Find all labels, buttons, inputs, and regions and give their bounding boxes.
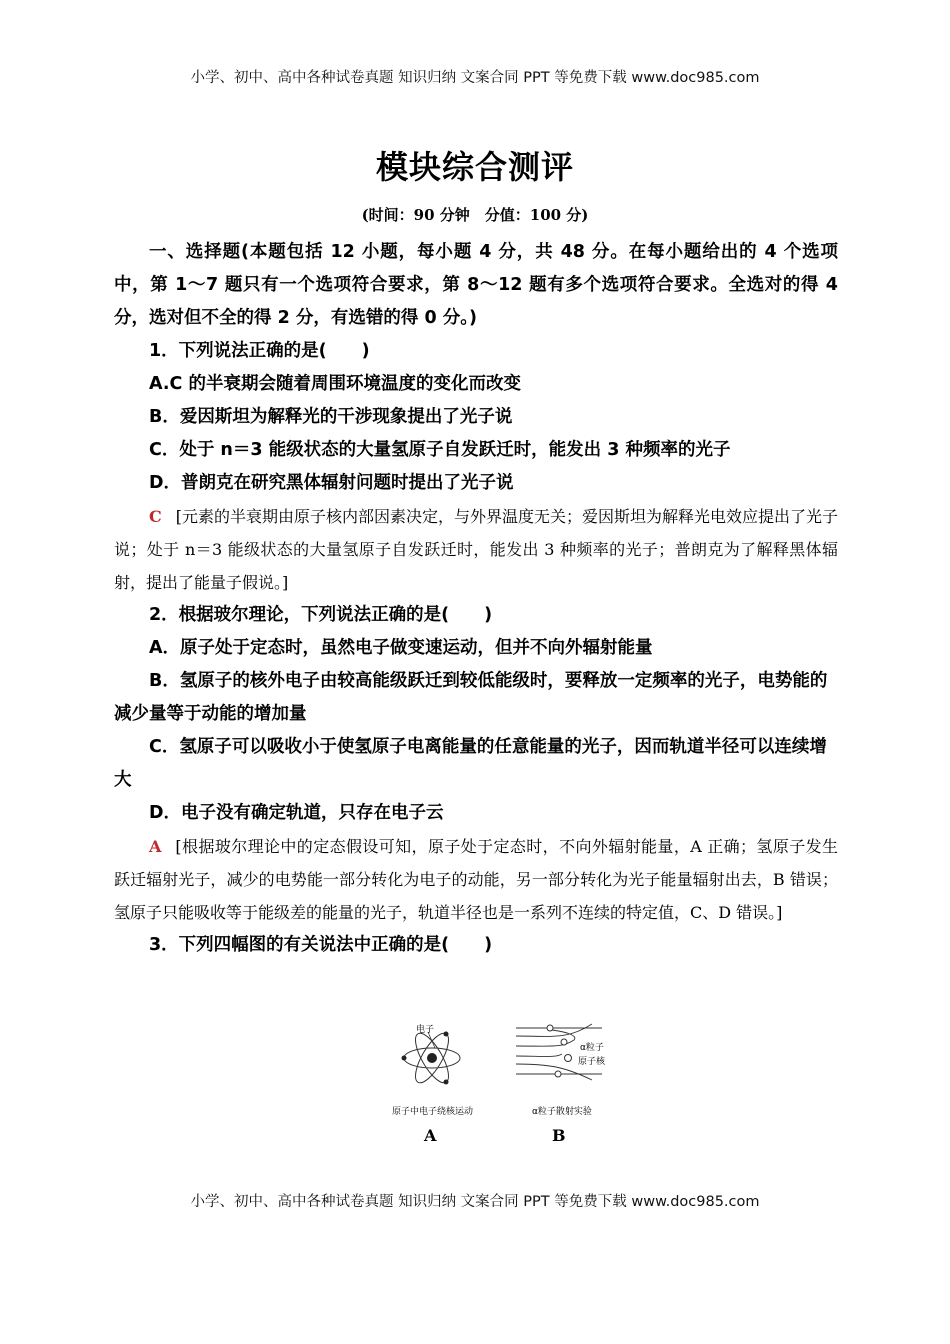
question-2-option-a: A．原子处于定态时，虽然电子做变速运动，但并不向外辐射能量: [149, 638, 653, 658]
figure-b-letter: B: [552, 1126, 566, 1145]
figure-b-caption: α粒子散射实验: [532, 1107, 592, 1117]
footer-banner: 小学、初中、高中各种试卷真题 知识归纳 文案合同 PPT 等免费下载 www.doc985.com: [190, 1194, 760, 1210]
figure-a-letter: A: [424, 1126, 437, 1145]
question-3-stem: 3．下列四幅图的有关说法中正确的是( ): [149, 935, 493, 955]
atom-orbit-diagram: [380, 1018, 490, 1098]
document-body: [114, 236, 838, 962]
alpha-particle-icon: [547, 1025, 553, 1031]
electron-label: 电子: [416, 1025, 435, 1035]
page-subtitle: (时间：90 分钟 分值：100 分): [361, 206, 589, 224]
question-3-figures: [380, 1018, 620, 1148]
figure-a-caption: 原子中电子绕核运动: [392, 1107, 474, 1117]
question-1-stem: 1．下列说法正确的是( ): [149, 341, 370, 361]
question-2-option-c: C．氢原子可以吸收小于使氢原子电离能量的任意能量的光子，因而轨道半径可以连续增大: [114, 737, 827, 790]
page-title: 模块综合测评: [375, 148, 574, 186]
question-2-option-d: D．电子没有确定轨道，只存在电子云: [149, 803, 444, 823]
question-2-stem: 2．根据玻尔理论，下列说法正确的是( ): [149, 605, 493, 625]
alpha-particle-icon: [555, 1071, 561, 1077]
header-banner: 小学、初中、高中各种试卷真题 知识归纳 文案合同 PPT 等免费下载 www.doc985.com: [190, 70, 760, 86]
electron-icon: [402, 1056, 407, 1061]
answer-explanation: [根据玻尔理论中的定态假设可知，原子处于定态时，不向外辐射能量，A 正确；氢原子发生跃迁辐射光子，减少的电势能一部分转化为电子的动能，另一部分转化为光子能量辐射出去，B 错误；氢原子只能吸收等于能级差的能量的光子，轨道半径也是一系列不连续的特定值，C、D 错误。]: [114, 837, 838, 922]
electron-icon: [444, 1032, 449, 1037]
question-1-option-b: B．爱因斯坦为解释光的干涉现象提出了光子说: [149, 407, 513, 427]
question-2-option-b: B．氢原子的核外电子由较高能级跃迁到较低能级时，要释放一定频率的光子，电势能的减少量等于动能的增加量: [114, 671, 828, 724]
question-1-answer: [114, 500, 838, 599]
alpha-particle-icon: [561, 1039, 567, 1045]
alpha-track: [516, 1054, 562, 1057]
answer-letter: A: [149, 837, 162, 856]
figure-b: [512, 1018, 622, 1148]
nucleus-label: 原子核: [578, 1057, 606, 1067]
question-1-option-c: C．处于 n＝3 能级状态的大量氢原子自发跃迁时，能发出 3 种频率的光子: [149, 440, 731, 460]
nucleus-icon: [427, 1053, 437, 1063]
nucleus-icon: [565, 1055, 572, 1062]
alpha-label: α粒子: [580, 1043, 604, 1053]
question-1-option-a: A.C 的半衰期会随着周围环境温度的变化而改变: [149, 374, 521, 394]
question-1-option-d: D．普朗克在研究黑体辐射问题时提出了光子说: [149, 473, 514, 493]
answer-letter: C: [149, 507, 162, 526]
answer-explanation: [元素的半衰期由原子核内部因素决定，与外界温度无关；爱因斯坦为解释光电效应提出了光子说；处于 n＝3 能级状态的大量氢原子自发跃迁时，能发出 3 种频率的光子；普朗克为了解释黑体辐射，提出了能量子假说。]: [114, 507, 838, 592]
electron-icon: [444, 1080, 449, 1085]
question-2-answer: [114, 830, 838, 929]
figure-a: [380, 1018, 490, 1148]
alpha-scattering-diagram: [512, 1018, 622, 1098]
section-instructions: 一、选择题(本题包括 12 小题，每小题 4 分，共 48 分。在每小题给出的 4 个选项中，第 1～7 题只有一个选项符合要求，第 8～12 题有多个选项符合要求。全选对的得 4 分，选对但不全的得 2 分，有选错的得 0 分。): [114, 242, 838, 328]
